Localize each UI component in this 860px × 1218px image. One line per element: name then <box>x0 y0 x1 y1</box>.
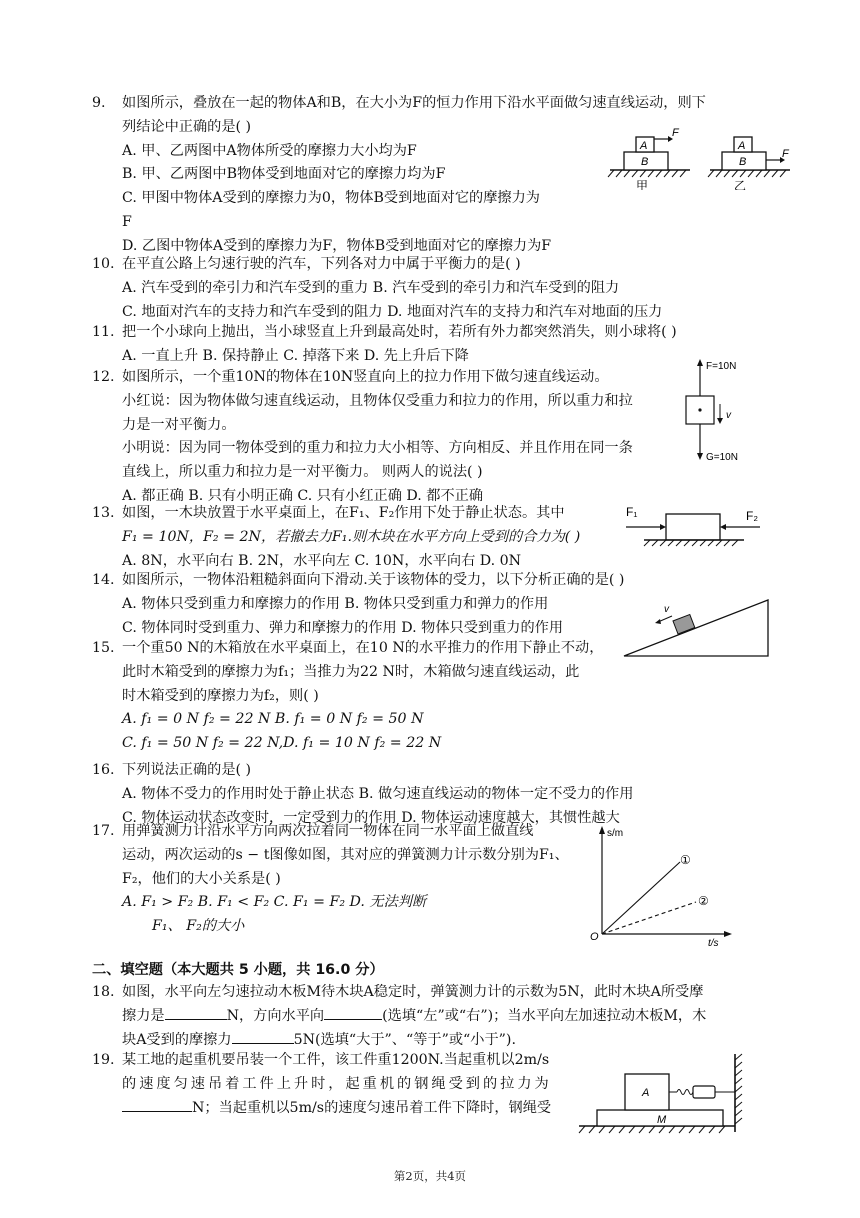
options-ab: A. 物体不受力的作用时处于静止状态 B. 做匀速直线运动的物体一定不受力的作用 <box>122 785 634 802</box>
options-cont: F₁、 F₂的大小 <box>152 918 245 935</box>
block-a-label: A <box>642 1087 650 1099</box>
question-text: N，方向水平向 <box>226 1007 325 1024</box>
question-number: 18. <box>92 984 115 1000</box>
q9-figure <box>606 126 796 190</box>
block-b-label: B <box>641 156 649 168</box>
q13-figure <box>620 500 770 550</box>
options: A. 8N，水平向右 B. 2N，水平向左 C. 10N，水平向右 D. 0N <box>122 552 522 569</box>
force-f1-label: F₁ <box>626 505 638 519</box>
options-ab: A. 汽车受到的牵引力和汽车受到的重力 B. 汽车受到的牵引力和汽车受到的阻力 <box>122 279 620 296</box>
force-f2-label: F₂ <box>746 509 758 523</box>
question-10 <box>92 253 662 324</box>
y-axis-label: s/m <box>607 828 624 839</box>
question-15 <box>92 637 603 756</box>
option-c: C. 甲图中物体A受到的摩擦力为0，物体B受到地面对它的摩擦力为 <box>122 190 540 207</box>
option-b: B. 甲、乙两图中B物体受到地面对它的摩擦力均为F <box>122 166 446 183</box>
question-text: 此时木箱受到的摩擦力为f₁；当推力为22 N时，木箱做匀速直线运动，此 <box>122 663 580 680</box>
line-2 <box>602 902 696 934</box>
question-text: (选填“左”或“右”)；当水平向左加速拉动木板M，木 <box>382 1007 707 1024</box>
question-text: 小红说：因为物体做匀速直线运动，且物体仅受重力和拉力的作用，所以重力和拉 <box>122 392 633 409</box>
question-text: 块A受到的摩擦力 <box>122 1031 232 1048</box>
answer-blank[interactable] <box>122 1097 192 1112</box>
line-1 <box>602 862 680 934</box>
option-c-cont: F <box>122 213 132 230</box>
options-cd: C. f₁ = 50 N f₂ = 22 N,D. f₁ = 10 N f₂ = 22 N <box>122 735 442 752</box>
question-text: 擦力是 <box>122 1007 165 1024</box>
answer-blank[interactable] <box>324 1005 382 1020</box>
origin-label: O <box>590 931 599 943</box>
question-text: 5N(选填“大于”、“等于”或“小于”). <box>293 1031 516 1048</box>
question-text: 力是一对平衡力。 <box>122 416 236 433</box>
question-stem: 列结论中正确的是( ) <box>122 118 252 135</box>
options: A. 都正确 B. 只有小明正确 C. 只有小红正确 D. 都不正确 <box>122 487 484 504</box>
question-stem: 在平直公路上匀速行驶的汽车，下列各对力中属于平衡力的是( ) <box>122 256 521 272</box>
question-stem: 如图所示，一个重10N的物体在10N竖直向上的拉力作用下做匀速直线运动。 <box>122 369 609 385</box>
question-number: 12. <box>92 369 115 385</box>
board-m-label: M <box>657 1114 667 1126</box>
question-text: 如图，水平向左匀速拉动木板M待木块A稳定时，弹簧测力计的示数为5N，此时木块A所受摩 <box>122 984 704 1000</box>
force-label: F=10N <box>706 361 737 372</box>
question-number: 9. <box>92 95 106 111</box>
options-cd: C. 物体同时受到重力、弹力和摩擦力的作用 D. 物体只受到重力的作用 <box>122 619 564 636</box>
q17-st-graph <box>586 822 736 946</box>
incline <box>624 600 768 656</box>
force-label: F <box>672 127 679 139</box>
question-number: 14. <box>92 572 115 588</box>
question-18 <box>92 981 706 1052</box>
question-number: 10. <box>92 256 115 272</box>
question-11 <box>92 321 677 369</box>
velocity-label: v <box>664 604 669 615</box>
question-13 <box>92 502 580 573</box>
options-cd: C. 地面对汽车的支持力和汽车受到的阻力 D. 地面对汽车的支持力和汽车对地面的压力 <box>122 303 663 320</box>
question-12 <box>92 366 633 509</box>
spring-scale <box>693 1086 715 1098</box>
option-d: D. 乙图中物体A受到的摩擦力为F，物体B受到地面对它的摩擦力为F <box>122 237 552 254</box>
question-text: 某工地的起重机要吊装一个工件，该工件重1200N.当起重机以2m/s <box>122 1052 550 1068</box>
answer-blank[interactable] <box>232 1029 294 1044</box>
question-text: 小明说：因为同一物体受到的重力和拉力大小相等、方向相反、并且作用在同一条 <box>122 440 633 457</box>
question-text: 的速度匀速吊着工件上升时，起重机的钢绳受到的拉力为 <box>122 1075 552 1092</box>
question-number: 16. <box>92 762 115 778</box>
question-stem: 如图所示，叠放在一起的物体A和B，在大小为F的恒力作用下沿水平面做匀速直线运动，则下 <box>122 95 706 111</box>
question-number: 15. <box>92 640 115 656</box>
question-stem: 下列说法正确的是( ) <box>122 762 252 778</box>
options-cd: C. 物体运动状态改变时，一定受到力的作用 D. 物体运动速度越大，其惯性越大 <box>122 809 620 826</box>
question-stem: 用弹簧测力计沿水平方向两次拉着同一物体在同一水平面上做直线 <box>122 823 534 839</box>
question-text: 运动，两次运动的s − t图像如图，其对应的弹簧测力计示数分别为F₁、 <box>122 846 569 863</box>
question-number: 11. <box>92 324 115 340</box>
question-text: N；当起重机以5m/s的速度匀速吊着工件下降时，钢绳受 <box>192 1099 552 1116</box>
q14-figure <box>622 592 772 662</box>
velocity-label: v <box>726 410 731 421</box>
force-label: F <box>782 148 789 160</box>
block-a-label: A <box>738 140 746 152</box>
option-a: A. 甲、乙两图中A物体所受的摩擦力大小均为F <box>122 142 417 159</box>
question-stem: 如图所示，一物体沿粗糙斜面向下滑动.关于该物体的受力，以下分析正确的是( ) <box>122 572 625 588</box>
options: A. 一直上升 B. 保持静止 C. 掉落下来 D. 先上升后下降 <box>122 347 469 364</box>
spring <box>677 1090 693 1095</box>
question-stem: 把一个小球向上抛出，当小球竖直上升到最高处时，若所有外力都突然消失，则小球将( ) <box>122 324 677 340</box>
options-ab: A. f₁ = 0 N f₂ = 22 N B. f₁ = 0 N f₂ = 50 N <box>122 711 424 728</box>
question-text: 直线上，所以重力和拉力是一对平衡力。 则两人的说法( ) <box>122 464 483 481</box>
question-stem: 如图，一木块放置于水平桌面上，在F₁、F₂作用下处于静止状态。其中 <box>122 505 565 521</box>
question-14 <box>92 569 624 640</box>
x-axis-label: t/s <box>708 938 719 946</box>
q12-figure <box>676 356 776 464</box>
question-text: F₁ = 10N，F₂ = 2N，若撤去力F₁.则木块在水平方向上受到的合力为( ) <box>122 528 581 545</box>
figure-label-left: 甲 <box>636 179 649 190</box>
line-1-label: ① <box>680 853 691 867</box>
question-stem: 一个重50 N的木箱放在水平桌面上，在10 N的水平推力的作用下静止不动， <box>122 640 604 656</box>
question-17 <box>92 820 569 939</box>
question-number: 13. <box>92 505 115 521</box>
options: A. F₁ > F₂ B. F₁ < F₂ C. F₁ = F₂ D. 无法判断 <box>122 894 427 911</box>
gravity-label: G=10N <box>706 452 738 463</box>
wood-block <box>666 514 720 540</box>
question-text: F₂，他们的大小关系是( ) <box>122 870 281 887</box>
options-ab: A. 物体只受到重力和摩擦力的作用 B. 物体只受到重力和弹力的作用 <box>122 595 549 612</box>
q18-figure <box>575 1052 745 1138</box>
section-heading: 二、填空题（本大题共 5 小题，共 16.0 分） <box>92 962 384 978</box>
question-19 <box>92 1049 552 1120</box>
question-text: 时木箱受到的摩擦力为f₂，则( ) <box>122 687 319 704</box>
figure-label-right: 乙 <box>734 179 747 190</box>
block-a-label: A <box>640 140 648 152</box>
question-number: 19. <box>92 1052 115 1068</box>
block-b-label: B <box>739 156 747 168</box>
question-number: 17. <box>92 823 115 839</box>
page-footer: 第2页，共4页 <box>393 1169 467 1183</box>
line-2-label: ② <box>698 894 709 908</box>
answer-blank[interactable] <box>165 1005 227 1020</box>
